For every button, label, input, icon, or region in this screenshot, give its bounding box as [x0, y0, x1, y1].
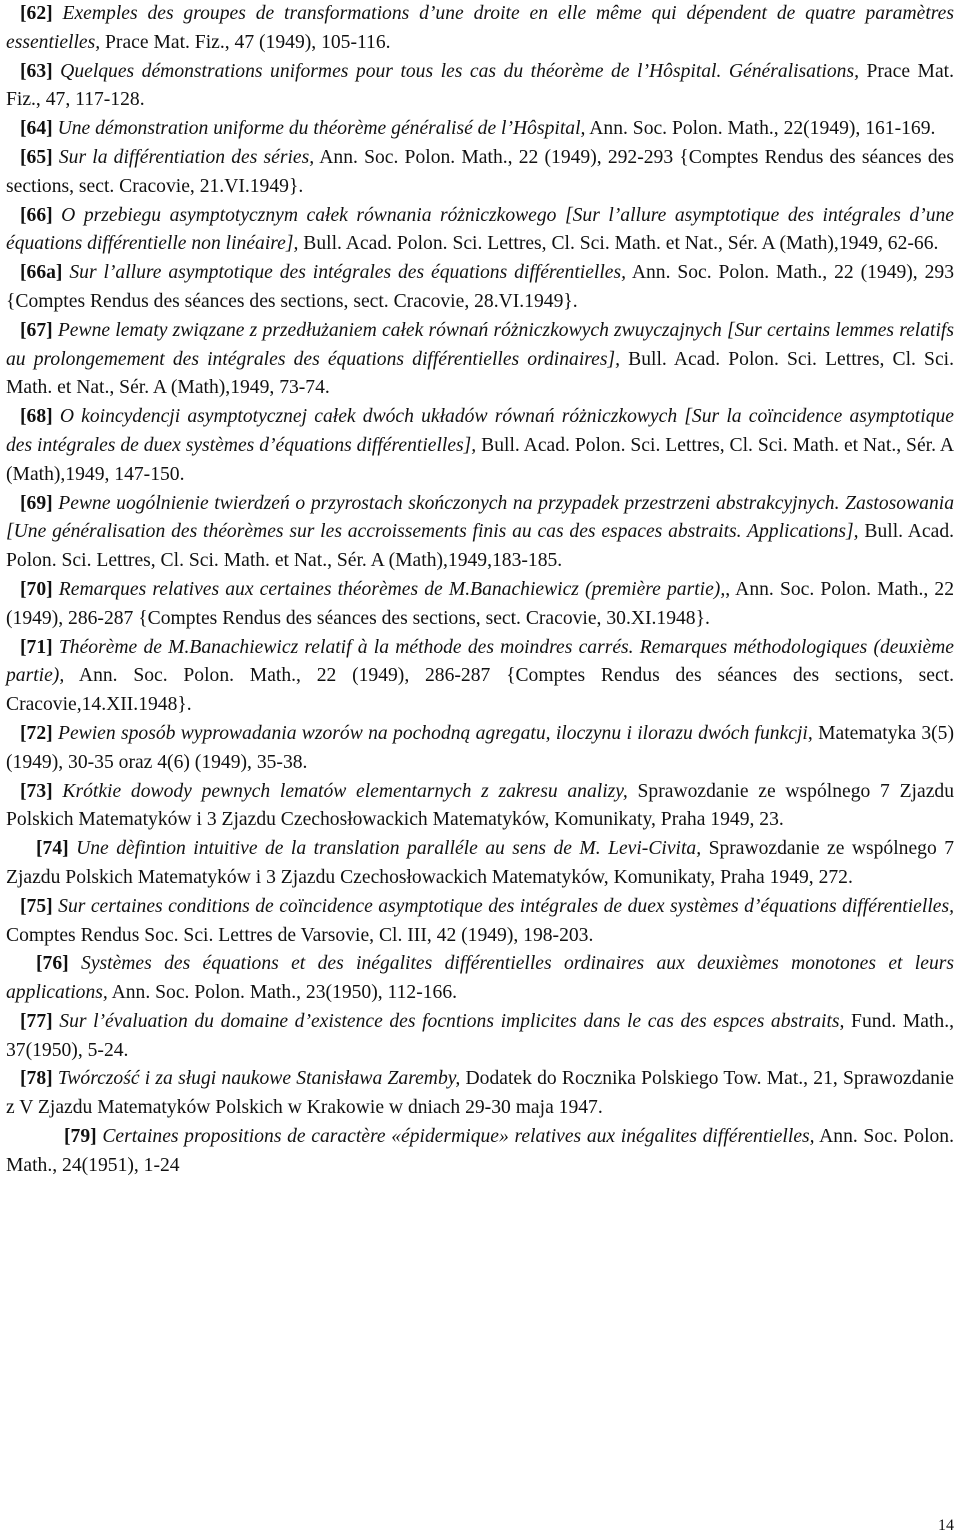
reference-item: [76] Systèmes des équations et des inégalites différentielles ordinaires aux deuxièmes monotones et leurs applications, Ann. Soc. Polon. Math., 23(1950), 112-166.: [6, 953, 954, 1004]
reference-item: [78] Twórczość i za sługi naukowe Stanisława Zaremby, Dodatek do Rocznika Polskiego Tow. Mat., 21, Sprawozdanie z V Zjazdu Matematyków Polskich w Krakowie w dniach 29-30 maja 1947.: [6, 1068, 955, 1119]
reference-item: [68] O koincydencji asymptotycznej całek dwóch układów równań różniczkowych [Sur la coïncidence asymptotique des intégrales de duex systèmes d’équations différentielles], Bull. Acad. Polon. Sci. Lettres, Cl. Sci. Math. et Nat., Sér. A (Math),1949, 147-150.: [6, 406, 954, 485]
reference-item: [77] Sur l’évaluation du domaine d’existence des focntions implicites dans le cas des espces abstraits, Fund. Math., 37(1950), 5-24.: [6, 1010, 954, 1061]
reference-item: [72] Pewien sposób wyprowadania wzorów na pochodną agregatu, iloczynu i ilorazu dwóch funkcji, Matematyka 3(5) (1949), 30-35 oraz 4(6) (1949), 35-38.: [6, 722, 954, 773]
reference-item: [66a] Sur l’allure asymptotique des intégrales des équations différentielles, Ann. Soc. Polon. Math., 22 (1949), 293 {Comptes Rendus des séances des sections, sect. Cracovie, 28.VI.1949}.: [6, 262, 954, 312]
reference-item: [63] Quelques démonstrations uniformes pour tous les cas du théorème de l’Hôspital. Généralisations, Prace Mat. Fiz., 47, 117-128.: [6, 60, 954, 111]
reference-item: [79] Certaines propositions de caractère «épidermique» relatives aux inégalites différentielles, Ann. Soc. Polon. Math., 24(1951), 1-24: [6, 1126, 954, 1176]
reference-item: [66] O przebiegu asymptotycznym całek równania różniczkowego [Sur l’allure asymptotique des intégrales d’une équations différentielle non linéaire], Bull. Acad. Polon. Sci. Lettres, Cl. Sci. Math. et Nat., Sér. A (Math),1949, 62-66.: [6, 204, 954, 255]
reference-item: [64] Une démonstration uniforme du théorème généralisé de l’Hôspital, Ann. Soc. Polon. Math., 22(1949), 161-169.: [20, 118, 936, 140]
reference-item: [62] Exemples des groupes de transformations d’une droite en elle même qui dépendent de quatre paramètres essentielles, Prace Mat. Fiz., 47 (1949), 105-116.: [6, 3, 954, 53]
reference-item: [67] Pewne lematy związane z przedłużaniem całek równań różniczkowych zwuyczajnych [Sur certains lemmes relatifs au prolongemement des intégrales des équations différentielles ordinaires], Bull. Acad. Polon. Sci. Lettres, Cl. Sci. Math. et Nat., Sér. A (Math),1949, 73-74.: [6, 319, 954, 399]
reference-list: [6, 0, 954, 1181]
reference-item: [69] Pewne uogólnienie twierdzeń o przyrostach skończonych na przypadek przestrzeni abstrakcyjnych. Zastosowania [Une généralisation des théorèmes sur les accroissements finis au cas des espaces abstraits. Applications], Bull. Acad. Polon. Sci. Lettres, Cl. Sci. Math. et Nat., Sér. A (Math),1949,183-185.: [6, 492, 955, 572]
reference-item: [65] Sur la différentiation des séries, Ann. Soc. Polon. Math., 22 (1949), 292-293 {Comptes Rendus des séances des sections, sect. Cracovie, 21.VI.1949}.: [6, 146, 954, 197]
reference-item: [75] Sur certaines conditions de coïncidence asymptotique des intégrales de duex systèmes d’équations différentielles, Comptes Rendus Soc. Sci. Lettres de Varsovie, Cl. III, 42 (1949), 198-203.: [6, 895, 954, 946]
reference-item: [73] Krótkie dowody pewnych lematów elementarnych z zakresu analizy, Sprawozdanie ze wspólnego 7 Zjazdu Polskich Matematyków i 3 Zjazdu Czechosłowackich Matematyków, Komunikaty, Praha 1949, 23.: [6, 780, 954, 831]
page-number: 14: [938, 1517, 954, 1534]
reference-item: [70] Remarques relatives aux certaines théorèmes de M.Banachiewicz (première partie),, Ann. Soc. Polon. Math., 22 (1949), 286-287 {Comptes Rendus des séances des sections, sect. Cracovie, 30.XI.1948}.: [6, 578, 954, 629]
reference-item: [71] Théorème de M.Banachiewicz relatif à la méthode des moindres carrés. Remarques méthodologiques (deuxième partie), Ann. Soc. Polon. Math., 22 (1949), 286-287 {Comptes Rendus des séances des sections, sect. Cracovie,14.XII.1948}.: [6, 636, 954, 716]
reference-item: [74] Une dèfintion intuitive de la translation paralléle au sens de M. Levi-Civita, Sprawozdanie ze wspólnego 7 Zjazdu Polskich Matematyków i 3 Zjazdu Czechosłowackich Matematyków, Komunikaty, Praha 1949, 272.: [6, 838, 954, 888]
